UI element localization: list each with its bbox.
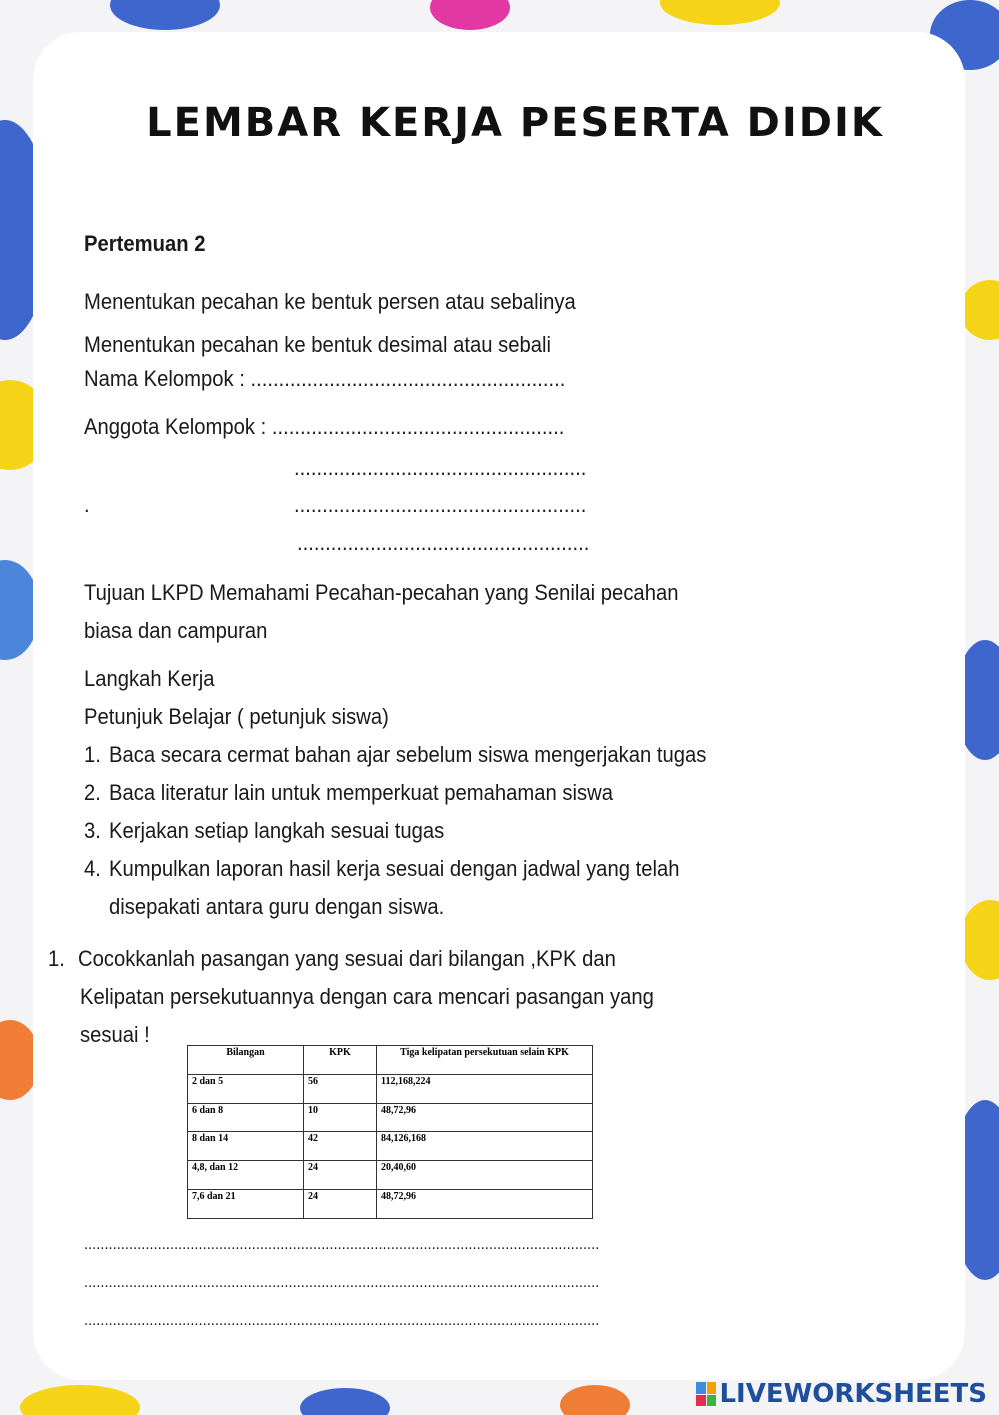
- instruction-number: 2.: [84, 780, 101, 805]
- paint-splash-yellow: [660, 0, 780, 25]
- question-text: sesuai !: [80, 1022, 150, 1047]
- table-cell: 20,40,60: [377, 1161, 593, 1190]
- paint-splash-yellow: [960, 900, 999, 980]
- objective-2: Menentukan pecahan ke bentuk desimal atau sebali: [84, 332, 551, 357]
- question-number: 1.: [48, 946, 65, 971]
- paint-splash-orange: [560, 1385, 630, 1415]
- paint-splash-pink: [430, 0, 510, 30]
- question-text: Kelipatan persekutuannya dengan cara mencari pasangan yang: [80, 984, 654, 1009]
- table-row: [188, 1132, 593, 1161]
- table-cell: 10: [304, 1103, 377, 1132]
- table-cell: 2 dan 5: [188, 1074, 304, 1103]
- meeting-label: Pertemuan 2: [84, 231, 206, 256]
- table-cell: 48,72,96: [377, 1103, 593, 1132]
- group-members-field[interactable]: Anggota Kelompok : ....................................................: [84, 414, 565, 439]
- instruction-number: 4.: [84, 856, 101, 881]
- objective-1: Menentukan pecahan ke bentuk persen atau sebalinya: [84, 289, 576, 314]
- instruction-text: disepakati antara guru dengan siswa.: [109, 894, 445, 919]
- table-row: [188, 1074, 593, 1103]
- table-cell: 56: [304, 1074, 377, 1103]
- instruction-text: Baca literatur lain untuk memperkuat pemahaman siswa: [109, 780, 614, 805]
- liveworksheets-footer[interactable]: [696, 1379, 987, 1409]
- table-row: [188, 1161, 593, 1190]
- group-name-field[interactable]: Nama Kelompok : ........................................................: [84, 366, 566, 391]
- table-cell: 24: [304, 1190, 377, 1219]
- instruction-text: Kerjakan setiap langkah sesuai tugas: [109, 818, 445, 843]
- instruction-number: 1.: [84, 742, 101, 767]
- member-line[interactable]: ....................................................: [297, 530, 590, 555]
- instruction-text: Baca secara cermat bahan ajar sebelum siswa mengerjakan tugas: [109, 742, 707, 767]
- paint-splash-blue: [300, 1388, 390, 1415]
- paint-splash-yellow: [20, 1385, 140, 1415]
- paint-splash-yellow: [960, 280, 999, 340]
- table-cell: 7,6 dan 21: [188, 1190, 304, 1219]
- kpk-table: [187, 1045, 593, 1219]
- table-cell: 42: [304, 1132, 377, 1161]
- table-cell: 112,168,224: [377, 1074, 593, 1103]
- table-cell: 8 dan 14: [188, 1132, 304, 1161]
- answer-line[interactable]: ..............................................................................................................................: [84, 1274, 600, 1291]
- table-row: [188, 1190, 593, 1219]
- worksheet-title: LEMBAR KERJA PESERTA DIDIK: [146, 100, 884, 146]
- column-header: KPK: [304, 1046, 377, 1075]
- table-cell: 6 dan 8: [188, 1103, 304, 1132]
- steps-heading: Langkah Kerja: [84, 666, 215, 691]
- stray-dot: .: [84, 492, 90, 517]
- column-header: Bilangan: [188, 1046, 304, 1075]
- goal-text-line-2: biasa dan campuran: [84, 618, 268, 643]
- table-cell: 4,8, dan 12: [188, 1161, 304, 1190]
- table-cell: 48,72,96: [377, 1190, 593, 1219]
- column-header: Tiga kelipatan persekutuan selain KPK: [377, 1046, 593, 1075]
- liveworksheets-logo-icon: [696, 1382, 716, 1406]
- member-line[interactable]: ....................................................: [294, 455, 587, 480]
- table-row: [188, 1103, 593, 1132]
- brand-name: LIVEWORKSHEETS: [719, 1379, 987, 1409]
- instructions-heading: Petunjuk Belajar ( petunjuk siswa): [84, 704, 389, 729]
- instruction-text: Kumpulkan laporan hasil kerja sesuai dengan jadwal yang telah: [109, 856, 680, 881]
- answer-line[interactable]: ..............................................................................................................................: [84, 1312, 600, 1329]
- member-line[interactable]: ....................................................: [294, 492, 587, 517]
- table-cell: 84,126,168: [377, 1132, 593, 1161]
- question-text: Cocokkanlah pasangan yang sesuai dari bilangan ,KPK dan: [78, 946, 616, 971]
- goal-text-line-1: Tujuan LKPD Memahami Pecahan-pecahan yang Senilai pecahan: [84, 580, 679, 605]
- table-header-row: [188, 1046, 593, 1075]
- answer-line[interactable]: ..............................................................................................................................: [84, 1236, 600, 1253]
- instruction-number: 3.: [84, 818, 101, 843]
- table-cell: 24: [304, 1161, 377, 1190]
- paint-splash-blue: [110, 0, 220, 30]
